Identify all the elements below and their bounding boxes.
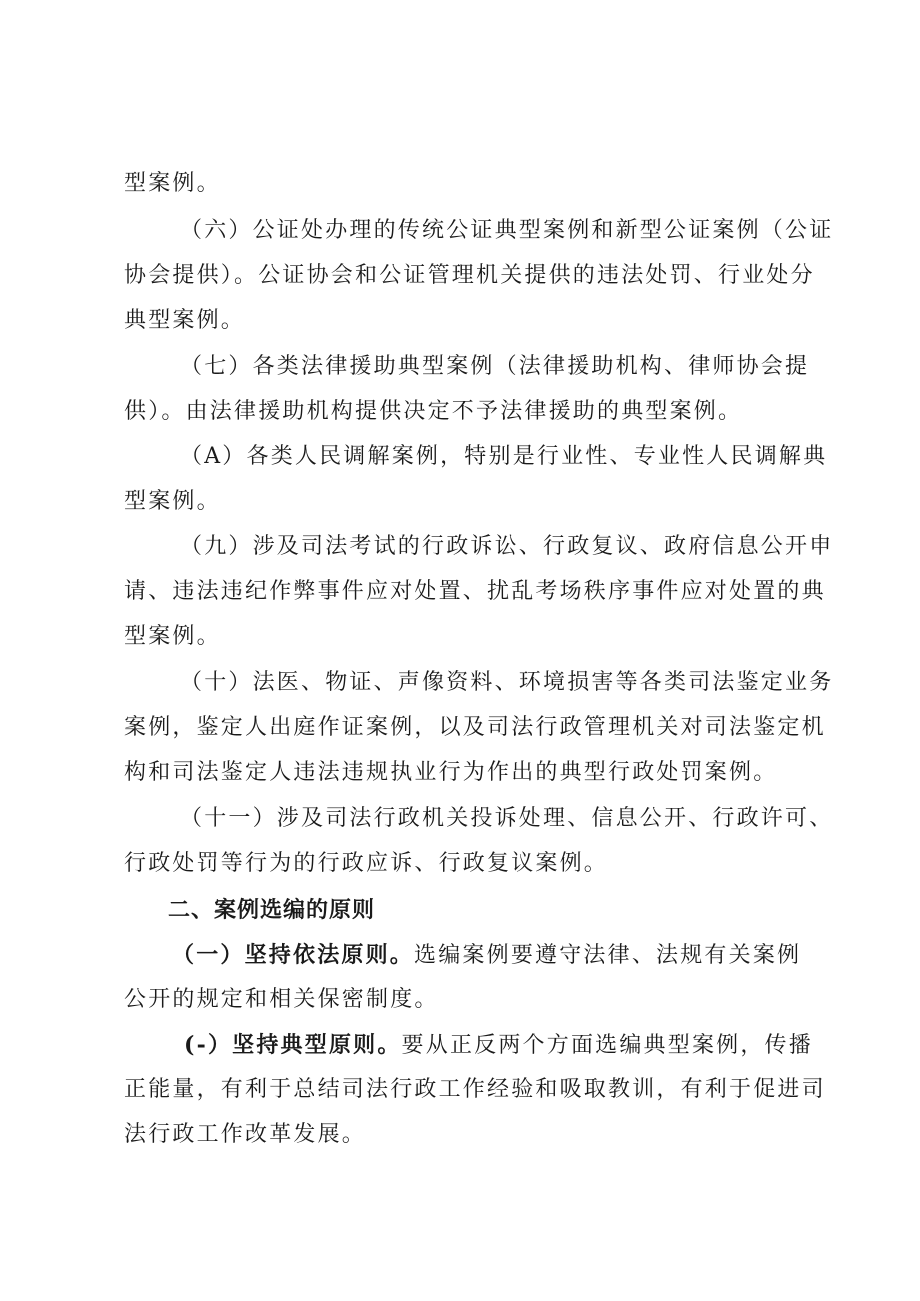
list-item-eight: （A）各类人民调解案例，特别是行业性、专业性人民调解典 xyxy=(180,444,828,469)
text-line: 型案例。 xyxy=(124,489,221,514)
list-item-six: （六）公证处办理的传统公证典型案例和新型公证案例（公证 xyxy=(180,218,834,243)
text-line: 协会提供）。公证协会和公证管理机关提供的违法处罚、行业处分 xyxy=(124,263,815,288)
principle-one-text: 选编案例要遵守法律、法规有关案例 xyxy=(414,943,802,968)
text-line: 正能量，有利于总结司法行政工作经验和吸取教训，有利于促进司 xyxy=(124,1077,826,1102)
list-item-seven: （七）各类法律援助典型案例（法律援助机构、律师协会提 xyxy=(180,354,810,379)
principle-two xyxy=(184,1030,818,1061)
list-item-ten: （十）法医、物证、声像资料、环境损害等各类司法鉴定业务 xyxy=(180,670,834,695)
text-line: 公开的规定和相关保密制度。 xyxy=(124,987,439,1012)
text-line: 型案例。 xyxy=(124,171,221,196)
principle-one xyxy=(172,940,806,971)
text-line: 典型案例。 xyxy=(124,308,246,333)
section-heading: 二、案例选编的原则 xyxy=(168,897,376,923)
principle-one-title: （一）坚持依法原则。 xyxy=(172,942,415,968)
text-line: 供）。由法律援助机构提供决定不予法律援助的典型案例。 xyxy=(124,399,743,424)
text-line: 案例，鉴定人出庭作证案例，以及司法行政管理机关对司法鉴定机 xyxy=(124,715,826,740)
list-item-nine: （九）涉及司法考试的行政诉讼、行政复议、政府信息公开申 xyxy=(180,534,834,559)
text-line: 法行政工作改革发展。 xyxy=(124,1122,367,1147)
text-line: 请、违法违纪作弊事件应对处置、扰乱考场秩序事件应对处置的典 xyxy=(124,579,826,604)
text-line: 构和司法鉴定人违法违规执业行为作出的典型行政处罚案例。 xyxy=(124,760,778,785)
list-item-eleven: （十一）涉及司法行政机关投诉处理、信息公开、行政许可、 xyxy=(180,806,834,831)
principle-two-text: 要从正反两个方面选编典型案例，传播 xyxy=(401,1033,813,1058)
principle-two-title: (-）坚持典型原则。 xyxy=(184,1032,402,1058)
text-line: 型案例。 xyxy=(124,624,221,649)
text-line: 行政处罚等行为的行政应诉、行政复议案例。 xyxy=(124,851,609,876)
